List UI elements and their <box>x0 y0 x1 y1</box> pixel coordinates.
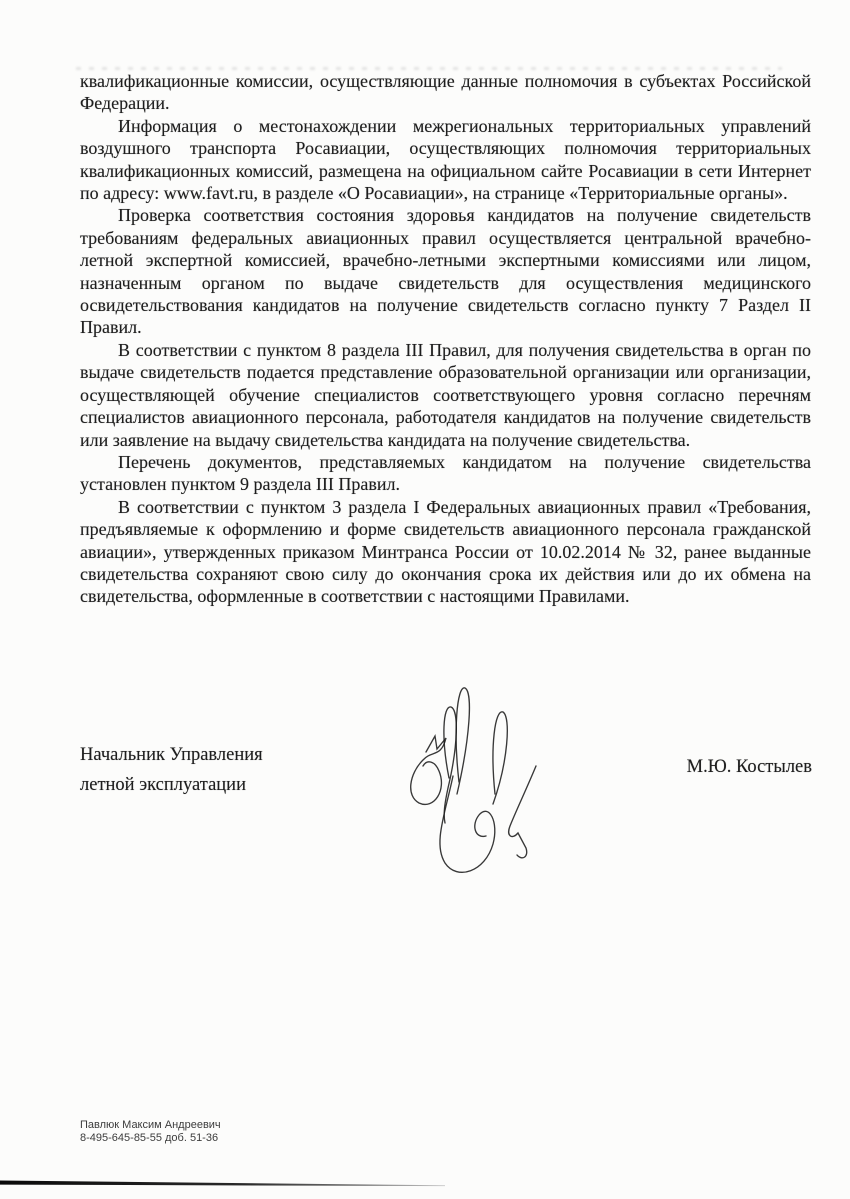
executor-contact <box>80 1119 221 1145</box>
signer-title-line2: летной эксплуатации <box>80 775 246 795</box>
body-paragraph: В соответствии с пунктом 3 раздела I Федеральных авиационных правил «Требования, предъявляемые к оформлению и форме свидетельств авиационного персонала гражданской авиации», утвержденных приказом Минтранса России от 10.02.2014 № 32, ранее выданные свидетельства сохраняют свою силу до окончания срока их действия или до их обмена на свидетельства, оформленные в соответствии с настоящими Правилами. <box>80 496 811 607</box>
body-paragraph: Перечень документов, представляемых кандидатом на получение свидетельства установлен пунктом 9 раздела III Правил. <box>80 451 811 495</box>
handwritten-signature-icon <box>408 676 558 881</box>
executor-phone: 8-495-645-85-55 доб. 51-36 <box>80 1132 219 1144</box>
body-paragraph: квалификационные комиссии, осуществляющие данные полномочия в субъектах Российской Федерации. <box>80 71 811 114</box>
scan-line-artifact <box>0 1177 850 1191</box>
body-paragraph: Информация о местонахождении межрегиональных территориальных управлений воздушного транспорта Росавиации, осуществляющих полномочия территориальных квалификационных комиссий, размещена на официальном сайте Росавиации в сети Интернет по адресу: www.favt.ru, в разделе «О Росавиации», на странице «Территориальные органы». <box>80 115 811 204</box>
letter-body <box>80 70 811 608</box>
signer-name: М.Ю. Костылев <box>686 757 812 777</box>
body-paragraph: В соответствии с пунктом 8 раздела III Правил, для получения свидетельства в орган по выдаче свидетельств подается представление образовательной организации или организации, осуществляющей обучение специалистов соответствующего уровня согласно перечням специалистов авиационного персонала, работодателя кандидатов на получение свидетельств или заявление на выдачу свидетельства кандидата на получение свидетельства. <box>80 339 811 450</box>
signer-title-line1: Начальник Управления <box>80 745 263 765</box>
body-paragraph: Проверка соответствия состояния здоровья кандидатов на получение свидетельств требованиям федеральных авиационных правил осуществляется центральной врачебно-летной экспертной комиссией, врачебно-летными экспертными комиссиями или лицом, назначенным органом по выдаче свидетельств для осуществления медицинского освидетельствования кандидатов на получение свидетельств согласно пункту 7 Раздел II Правил. <box>80 205 811 338</box>
executor-name: Павлюк Максим Андреевич <box>80 1119 221 1131</box>
signer-title <box>80 740 263 800</box>
